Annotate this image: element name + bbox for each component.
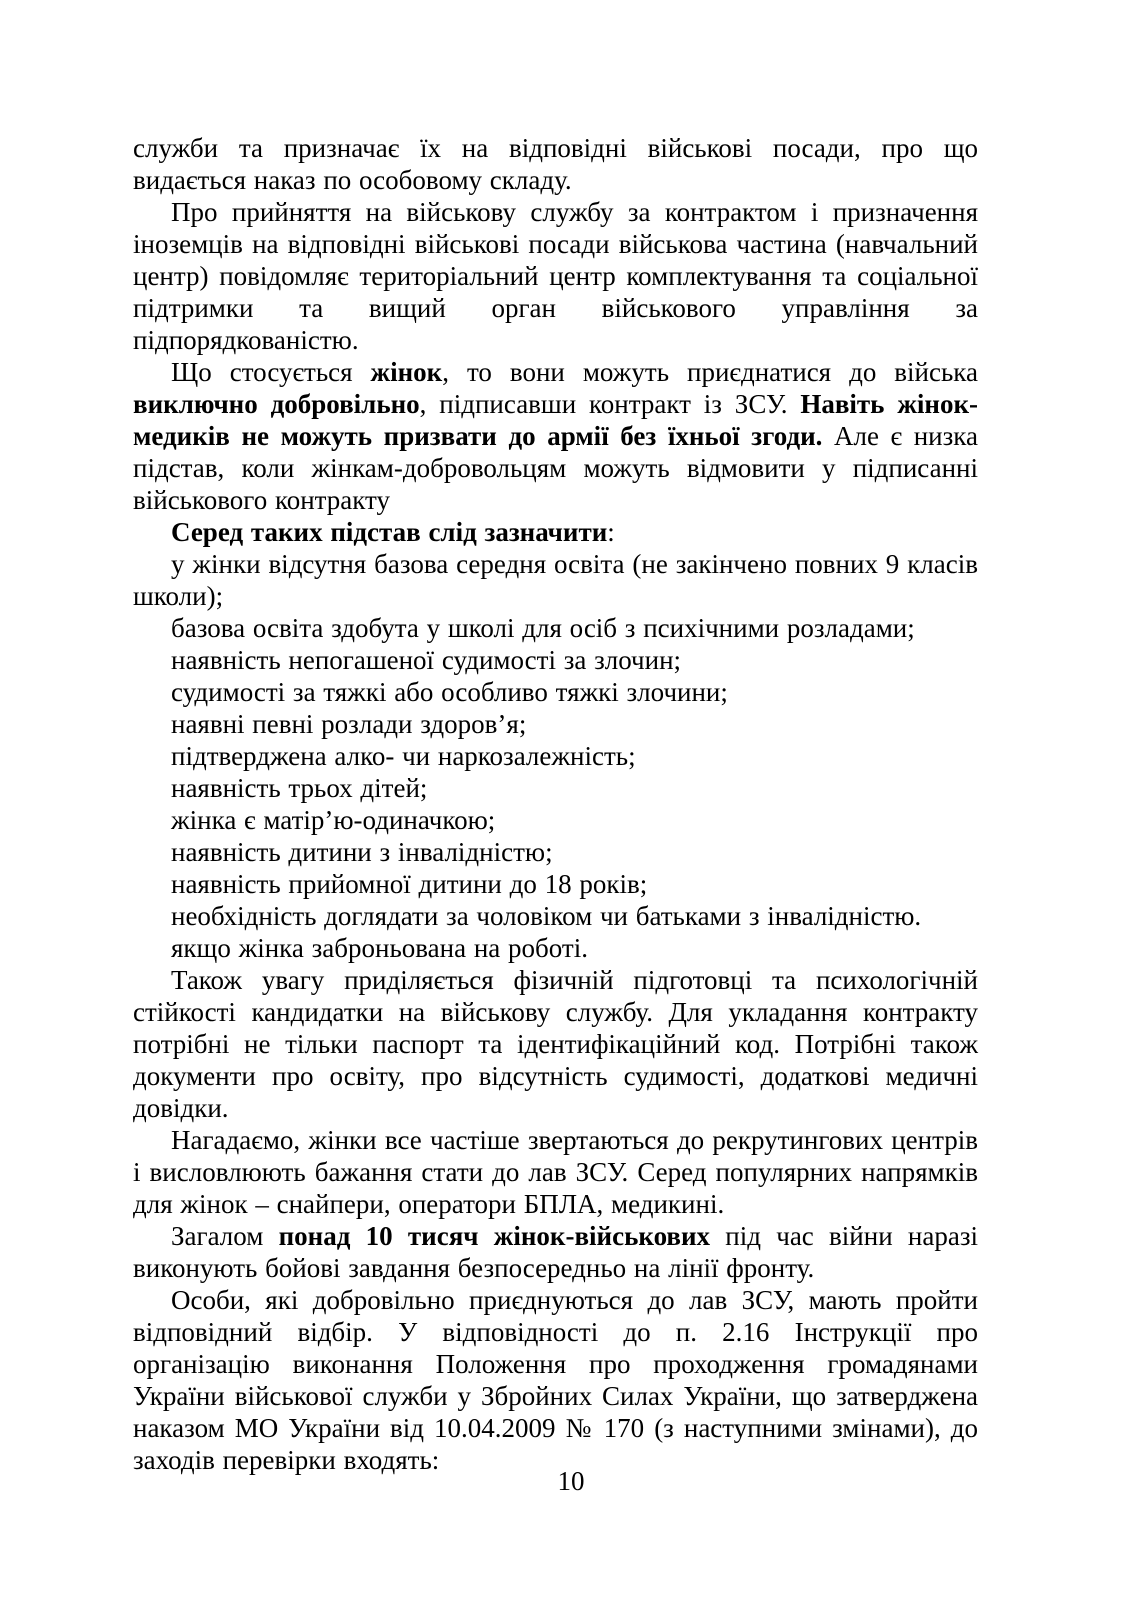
- text-run: під час війни наразі виконують бойові завдання безпосередньо на лінії фронту.: [133, 1221, 978, 1283]
- paragraph: [133, 196, 978, 356]
- paragraph: [133, 644, 978, 676]
- text-run: наявність прийомної дитини до 18 років;: [171, 869, 648, 899]
- bold-text-run: виключно добровільно: [133, 389, 420, 419]
- text-run: Також увагу приділяється фізичній підготовці та психологічній стійкості кандидатки на військову службу. Для укладання контракту потрібні не тільки паспорт та ідентифікаційний код. Потрібні також документи про освіту, про відсутність судимості, додаткові медичні довідки.: [133, 965, 978, 1123]
- paragraph: [133, 1284, 978, 1476]
- text-run: наявні певні розлади здоров’я;: [171, 709, 527, 739]
- text-run: Про прийняття на військову службу за контрактом і призначення іноземців на відповідні військові посади військова частина (навчальний центр) повідомляє територіальний центр комплектування та соціальної підтримки та вищий орган військового управління за підпорядкованістю.: [133, 197, 978, 355]
- paragraph: [133, 868, 978, 900]
- text-run: базова освіта здобута у школі для осіб з психічними розладами;: [171, 613, 915, 643]
- text-run: наявність дитини з інвалідністю;: [171, 837, 553, 867]
- text-run: Що стосується: [171, 357, 371, 387]
- text-run: наявність непогашеної судимості за злочин;: [171, 645, 682, 675]
- text-run: у жінки відсутня базова середня освіта (не закінчено повних 9 класів школи);: [133, 549, 978, 611]
- paragraph: [133, 836, 978, 868]
- text-run: Але є низка підстав, коли жінкам-добровольцям можуть відмовити у підписанні військового контракту: [133, 421, 978, 515]
- paragraph: [133, 740, 978, 772]
- bold-text-run: жінок: [370, 357, 443, 387]
- text-run: підтверджена алко- чи наркозалежність;: [171, 741, 636, 771]
- paragraph: [133, 900, 978, 932]
- paragraph: [133, 356, 978, 516]
- paragraph: [133, 676, 978, 708]
- paragraph: [133, 964, 978, 1124]
- text-run: Загалом: [171, 1221, 279, 1251]
- text-run: , підписавши контракт із ЗСУ.: [419, 389, 801, 419]
- bold-text-run: понад 10 тисяч жінок-військових: [278, 1221, 711, 1251]
- paragraph: [133, 804, 978, 836]
- paragraph: [133, 1220, 978, 1284]
- text-run: , то вони можуть приєднатися до війська: [442, 357, 978, 387]
- bold-text-run: Серед таких підстав слід зазначити: [171, 517, 608, 547]
- text-run: :: [607, 517, 615, 547]
- paragraph: [133, 932, 978, 964]
- paragraph: [133, 708, 978, 740]
- paragraph: [133, 516, 978, 548]
- document-body: [133, 132, 978, 1476]
- text-run: судимості за тяжкі або особливо тяжкі злочини;: [171, 677, 728, 707]
- paragraph: [133, 612, 978, 644]
- paragraph: [133, 548, 978, 612]
- text-run: необхідність доглядати за чоловіком чи батьками з інвалідністю.: [171, 901, 922, 931]
- text-run: служби та призначає їх на відповідні військові посади, про що видається наказ по особовому складу.: [133, 133, 978, 195]
- page-number: 10: [557, 1466, 585, 1496]
- paragraph: [133, 132, 978, 196]
- text-run: Особи, які добровільно приєднуються до лав ЗСУ, мають пройти відповідний відбір. У відповідності до п. 2.16 Інструкції про організацію виконання Положення про проходження громадянами України військової служби у Збройних Силах України, що затверджена наказом МО України від 10.04.2009 № 170 (з наступними змінами), до заходів перевірки входять:: [133, 1285, 978, 1475]
- text-run: жінка є матір’ю-одиначкою;: [171, 805, 496, 835]
- paragraph: [133, 1124, 978, 1220]
- text-run: наявність трьох дітей;: [171, 773, 428, 803]
- bold-text-run: Навіть жінок-медиків не можуть призвати до армії без їхньої згоди.: [133, 389, 979, 451]
- paragraph: [133, 772, 978, 804]
- text-run: Нагадаємо, жінки все частіше звертаються до рекрутингових центрів і висловлюють бажання стати до лав ЗСУ. Серед популярних напрямків для жінок – снайпери, оператори БПЛА, медикині.: [133, 1125, 978, 1219]
- text-run: якщо жінка заброньована на роботі.: [171, 933, 588, 963]
